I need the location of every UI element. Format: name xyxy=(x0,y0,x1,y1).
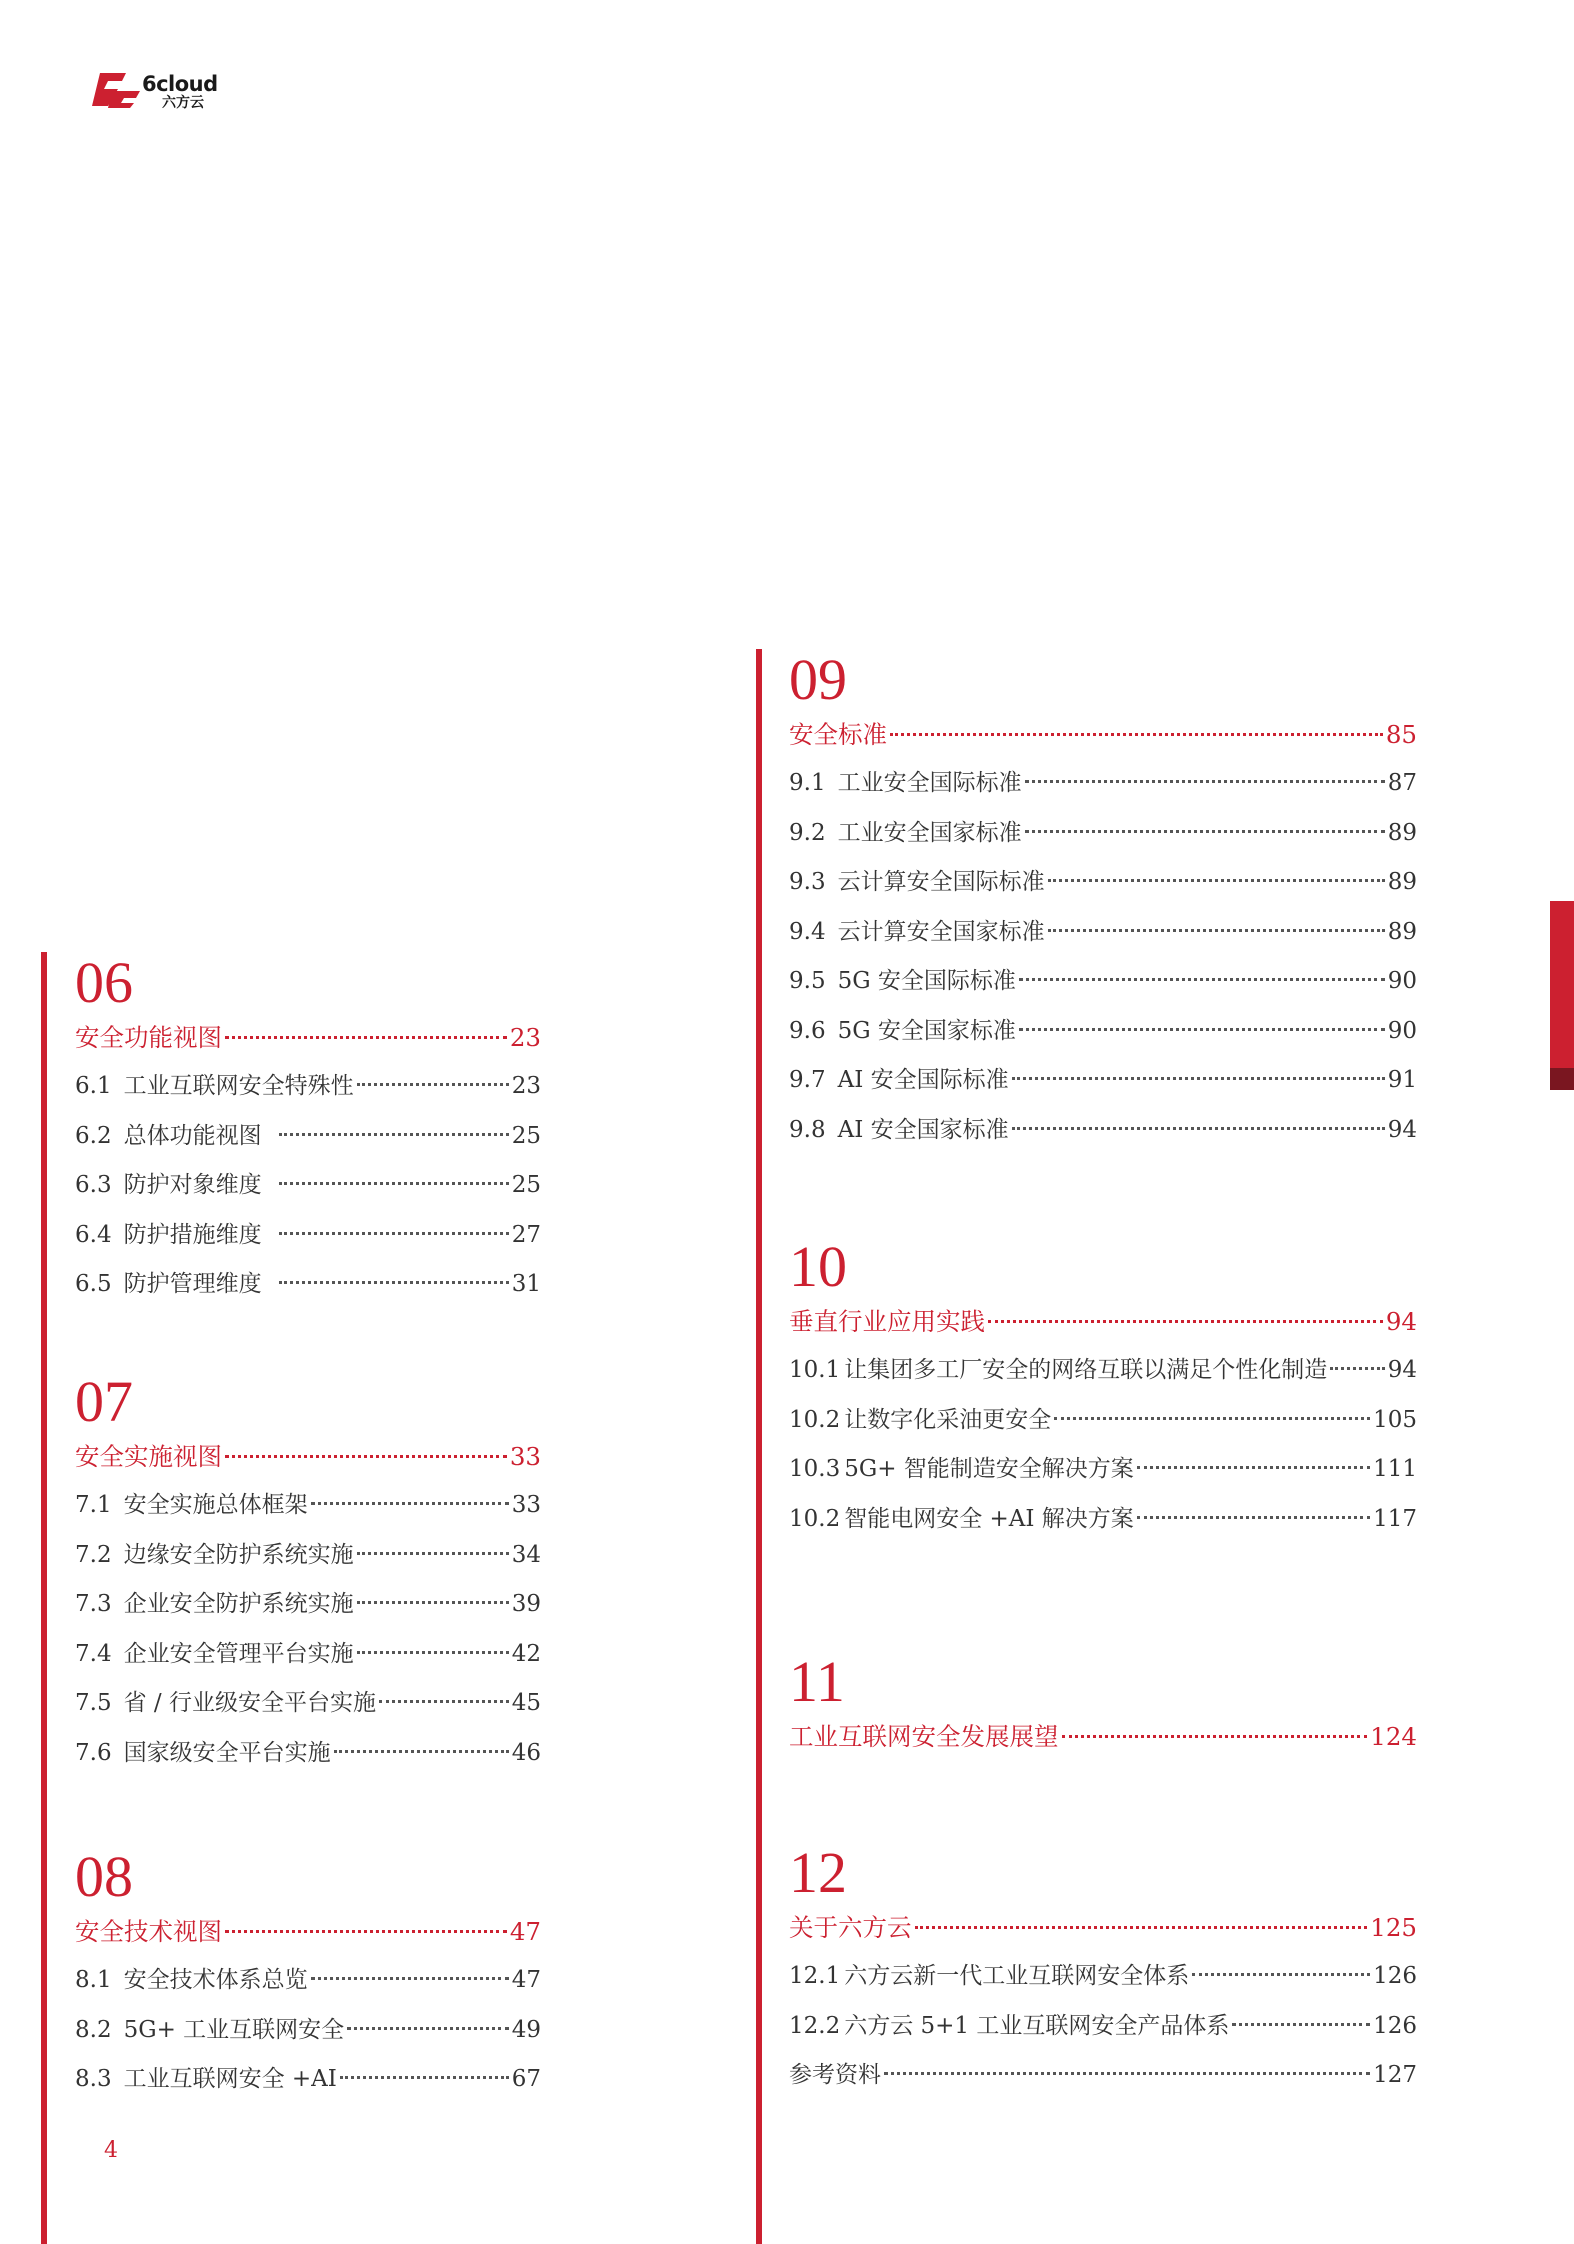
entry-page: 94 xyxy=(1387,1357,1417,1383)
toc-entry[interactable] xyxy=(789,908,1417,958)
toc-entry[interactable] xyxy=(789,1346,1417,1396)
entry-page: 23 xyxy=(511,1073,541,1099)
entry-number: 12.2 xyxy=(789,2012,841,2039)
dot-leader xyxy=(1019,978,1385,981)
entry-number: 8.3 xyxy=(75,2066,112,2092)
dot-leader xyxy=(279,1133,509,1136)
entry-number: 9.2 xyxy=(789,819,826,846)
dot-leader xyxy=(279,1232,509,1235)
dot-leader xyxy=(225,1036,507,1039)
entry-page: 94 xyxy=(1385,1307,1417,1336)
entry-page: 46 xyxy=(511,1739,541,1766)
entry-number: 6.1 xyxy=(75,1073,112,1099)
entry-page: 47 xyxy=(511,1967,541,1993)
dot-leader xyxy=(1137,1516,1370,1519)
toc-entry[interactable] xyxy=(789,1495,1417,1545)
dot-leader xyxy=(890,733,1383,736)
dot-leader xyxy=(915,1926,1368,1929)
entry-label: 参考资料 xyxy=(789,2062,881,2088)
toc-entry[interactable] xyxy=(789,2002,1417,2052)
entry-number: 9.4 xyxy=(789,918,826,945)
entry-page: 127 xyxy=(1373,2062,1417,2088)
dot-leader xyxy=(311,1502,509,1505)
entry-label: 关于六方云 xyxy=(789,1913,912,1942)
entry-page: 94 xyxy=(1387,1116,1417,1143)
dot-leader xyxy=(1062,1735,1368,1738)
dot-leader xyxy=(357,1651,509,1654)
entry-page: 23 xyxy=(509,1023,541,1052)
entry-label: AI 安全国家标准 xyxy=(837,1116,1009,1143)
dot-leader xyxy=(357,1601,509,1604)
entry-number: 9.8 xyxy=(789,1116,826,1143)
entry-label: 工业安全国际标准 xyxy=(837,770,1022,796)
dot-leader xyxy=(1025,780,1385,783)
dot-leader xyxy=(279,1281,509,1284)
dot-leader xyxy=(1012,1127,1385,1130)
entry-page: 34 xyxy=(511,1541,541,1568)
entry-number: 7.5 xyxy=(75,1690,112,1716)
dot-leader xyxy=(1048,929,1385,932)
dot-leader xyxy=(988,1320,1383,1323)
dot-leader xyxy=(1232,2023,1370,2026)
dot-leader xyxy=(884,2072,1370,2075)
dot-leader xyxy=(1192,1973,1370,1976)
toc-entry[interactable] xyxy=(75,1062,541,1112)
toc-entry[interactable] xyxy=(75,1679,541,1729)
toc-entry[interactable] xyxy=(789,1445,1417,1495)
entry-page: 91 xyxy=(1387,1067,1417,1093)
toc-entry[interactable] xyxy=(75,1630,541,1680)
dot-leader xyxy=(225,1455,507,1458)
entry-label: 工业互联网安全发展展望 xyxy=(789,1722,1059,1751)
chapter-number: 12 xyxy=(789,1840,847,1905)
entry-label: 企业安全防护系统实施 xyxy=(123,1591,354,1617)
entry-label: 边缘安全防护系统实施 xyxy=(123,1541,354,1568)
entry-label: 防护措施维度 xyxy=(123,1221,277,1248)
entry-page: 42 xyxy=(511,1640,541,1667)
6cloud-logo-icon xyxy=(90,70,142,110)
entry-label: 垂直行业应用实践 xyxy=(789,1307,985,1336)
toc-entry[interactable] xyxy=(789,1056,1417,1106)
entry-page: 47 xyxy=(509,1917,541,1946)
entry-label: 省 / 行业级安全平台实施 xyxy=(123,1690,376,1716)
dot-leader xyxy=(279,1182,509,1185)
entry-number: 7.4 xyxy=(75,1640,112,1667)
entry-label: 安全技术视图 xyxy=(75,1917,222,1946)
right-column-bar xyxy=(756,649,762,2244)
toc-entry[interactable] xyxy=(789,1106,1417,1156)
entry-label: 让数字化采油更安全 xyxy=(844,1406,1052,1433)
entry-page: 125 xyxy=(1370,1913,1417,1942)
toc-entry[interactable] xyxy=(75,1112,541,1162)
entry-page: 33 xyxy=(511,1492,541,1518)
logo-text-cn: 六方云 xyxy=(162,95,204,111)
entry-page: 49 xyxy=(511,2016,541,2043)
toc-entry[interactable] xyxy=(789,809,1417,859)
entry-page: 126 xyxy=(1373,2012,1417,2039)
entry-number: 9.1 xyxy=(789,770,826,796)
entry-label: 工业互联网安全特殊性 xyxy=(123,1073,354,1099)
chapter-07 xyxy=(75,1369,541,1778)
chapter-08 xyxy=(75,1844,541,2105)
dot-leader xyxy=(340,2076,509,2079)
dot-leader xyxy=(357,1083,509,1086)
toc-entry[interactable] xyxy=(75,2055,541,2105)
entry-label: 防护管理维度 xyxy=(123,1271,277,1297)
entry-page: 31 xyxy=(511,1271,541,1297)
entry-label: 企业安全管理平台实施 xyxy=(123,1640,354,1667)
entry-page: 117 xyxy=(1373,1505,1417,1532)
entry-label: 六方云新一代工业互联网安全体系 xyxy=(844,1963,1190,1989)
entry-number: 9.5 xyxy=(789,968,826,994)
entry-page: 111 xyxy=(1373,1456,1417,1482)
dot-leader xyxy=(347,2027,509,2030)
entry-label: 安全标准 xyxy=(789,720,887,749)
entry-page: 85 xyxy=(1385,720,1417,749)
entry-label: 安全功能视图 xyxy=(75,1023,222,1052)
chapter-main-entry[interactable] xyxy=(75,1014,541,1062)
chapter-main-entry[interactable] xyxy=(789,1713,1417,1761)
dot-leader xyxy=(1048,879,1385,882)
entry-page: 124 xyxy=(1370,1722,1417,1751)
entry-label: 总体功能视图 xyxy=(123,1122,277,1149)
entry-label: 工业互联网安全 +AI xyxy=(123,2066,337,2092)
toc-entry[interactable] xyxy=(789,1396,1417,1446)
entry-label: AI 安全国际标准 xyxy=(837,1067,1009,1093)
entry-number: 8.2 xyxy=(75,2016,112,2043)
toc-entry[interactable] xyxy=(789,1952,1417,2002)
entry-page: 90 xyxy=(1387,968,1417,994)
entry-number: 6.3 xyxy=(75,1172,112,1198)
side-tab-marker-dark xyxy=(1550,1068,1574,1090)
logo-text-en: 6cloud xyxy=(142,72,218,96)
chapter-06 xyxy=(75,950,541,1310)
chapter-main-entry[interactable] xyxy=(789,711,1417,759)
side-tab-marker xyxy=(1550,901,1574,1068)
dot-leader xyxy=(311,1977,509,1980)
chapter-number: 06 xyxy=(75,950,133,1015)
entry-page: 89 xyxy=(1387,819,1417,846)
chapter-number: 07 xyxy=(75,1369,133,1434)
entry-label: 六方云 5+1 工业互联网安全产品体系 xyxy=(844,2012,1230,2039)
entry-label: 智能电网安全 +AI 解决方案 xyxy=(844,1505,1134,1532)
entry-number: 10.3 xyxy=(789,1456,841,1482)
toc-entry[interactable] xyxy=(75,1161,541,1211)
dot-leader xyxy=(1019,1028,1385,1031)
entry-number: 10.2 xyxy=(789,1406,841,1433)
chapter-main-entry[interactable] xyxy=(75,1908,541,1956)
chapter-10 xyxy=(789,1234,1417,1544)
entry-label: 国家级安全平台实施 xyxy=(123,1739,331,1766)
dot-leader xyxy=(379,1700,509,1703)
entry-number: 7.1 xyxy=(75,1492,112,1518)
entry-number: 10.1 xyxy=(789,1357,841,1383)
entry-page: 25 xyxy=(511,1122,541,1149)
entry-label: 让集团多工厂安全的网络互联以满足个性化制造 xyxy=(844,1357,1328,1383)
entry-label: 安全技术体系总览 xyxy=(123,1967,308,1993)
dot-leader xyxy=(1025,830,1385,833)
entry-page: 89 xyxy=(1387,869,1417,895)
entry-number: 12.1 xyxy=(789,1963,841,1989)
entry-number: 7.2 xyxy=(75,1541,112,1568)
entry-label: 5G 安全国家标准 xyxy=(837,1017,1016,1044)
entry-label: 云计算安全国家标准 xyxy=(837,918,1045,945)
entry-page: 67 xyxy=(511,2066,541,2092)
chapter-09 xyxy=(789,647,1417,1155)
toc-entry[interactable] xyxy=(75,1580,541,1630)
toc-entry[interactable] xyxy=(75,1481,541,1531)
entry-number: 6.4 xyxy=(75,1221,112,1248)
left-column-bar xyxy=(41,952,47,2244)
toc-entry[interactable] xyxy=(75,1211,541,1261)
toc-entry[interactable] xyxy=(789,858,1417,908)
chapter-12 xyxy=(789,1840,1417,2101)
dot-leader xyxy=(1137,1466,1370,1469)
dot-leader xyxy=(1054,1417,1370,1420)
entry-label: 5G+ 工业互联网安全 xyxy=(123,2016,345,2043)
entry-page: 87 xyxy=(1387,770,1417,796)
entry-number: 9.6 xyxy=(789,1017,826,1044)
toc-entry[interactable] xyxy=(75,1956,541,2006)
entry-number: 9.7 xyxy=(789,1067,826,1093)
dot-leader xyxy=(1330,1367,1385,1370)
chapter-number: 09 xyxy=(789,647,847,712)
entry-label: 云计算安全国际标准 xyxy=(837,869,1045,895)
entry-label: 工业安全国家标准 xyxy=(837,819,1022,846)
dot-leader xyxy=(1012,1077,1385,1080)
entry-page: 33 xyxy=(509,1442,541,1471)
entry-label: 安全实施总体框架 xyxy=(123,1492,308,1518)
company-logo xyxy=(90,70,250,120)
entry-page: 89 xyxy=(1387,918,1417,945)
dot-leader xyxy=(225,1930,507,1933)
entry-number: 10.2 xyxy=(789,1505,841,1532)
entry-label: 防护对象维度 xyxy=(123,1172,277,1198)
entry-label: 5G+ 智能制造安全解决方案 xyxy=(844,1456,1134,1482)
entry-number: 9.3 xyxy=(789,869,826,895)
entry-number: 6.5 xyxy=(75,1271,112,1297)
entry-number: 7.6 xyxy=(75,1739,112,1766)
toc-entry[interactable] xyxy=(789,1007,1417,1057)
entry-page: 27 xyxy=(511,1221,541,1248)
entry-page: 126 xyxy=(1373,1963,1417,1989)
chapter-main-entry[interactable] xyxy=(789,1904,1417,1952)
chapter-main-entry[interactable] xyxy=(75,1433,541,1481)
chapter-main-entry[interactable] xyxy=(789,1298,1417,1346)
entry-number: 7.3 xyxy=(75,1591,112,1617)
chapter-number: 11 xyxy=(789,1649,845,1714)
dot-leader xyxy=(357,1552,509,1555)
toc-entry[interactable] xyxy=(75,1531,541,1581)
toc-entry[interactable] xyxy=(75,1729,541,1779)
dot-leader xyxy=(334,1750,509,1753)
toc-entry[interactable] xyxy=(789,957,1417,1007)
toc-entry[interactable] xyxy=(75,2006,541,2056)
chapter-number: 08 xyxy=(75,1844,133,1909)
toc-entry[interactable] xyxy=(789,759,1417,809)
toc-entry[interactable] xyxy=(789,2051,1417,2101)
entry-number: 8.1 xyxy=(75,1967,112,1993)
entry-label: 安全实施视图 xyxy=(75,1442,222,1471)
entry-page: 25 xyxy=(511,1172,541,1198)
toc-entry[interactable] xyxy=(75,1260,541,1310)
chapter-11 xyxy=(789,1649,1417,1761)
entry-label: 5G 安全国际标准 xyxy=(837,968,1016,994)
page-number: 4 xyxy=(104,2138,118,2163)
entry-page: 45 xyxy=(511,1690,541,1716)
entry-number: 6.2 xyxy=(75,1122,112,1149)
entry-page: 90 xyxy=(1387,1017,1417,1044)
entry-page: 105 xyxy=(1373,1406,1417,1433)
entry-page: 39 xyxy=(511,1591,541,1617)
chapter-number: 10 xyxy=(789,1234,847,1299)
